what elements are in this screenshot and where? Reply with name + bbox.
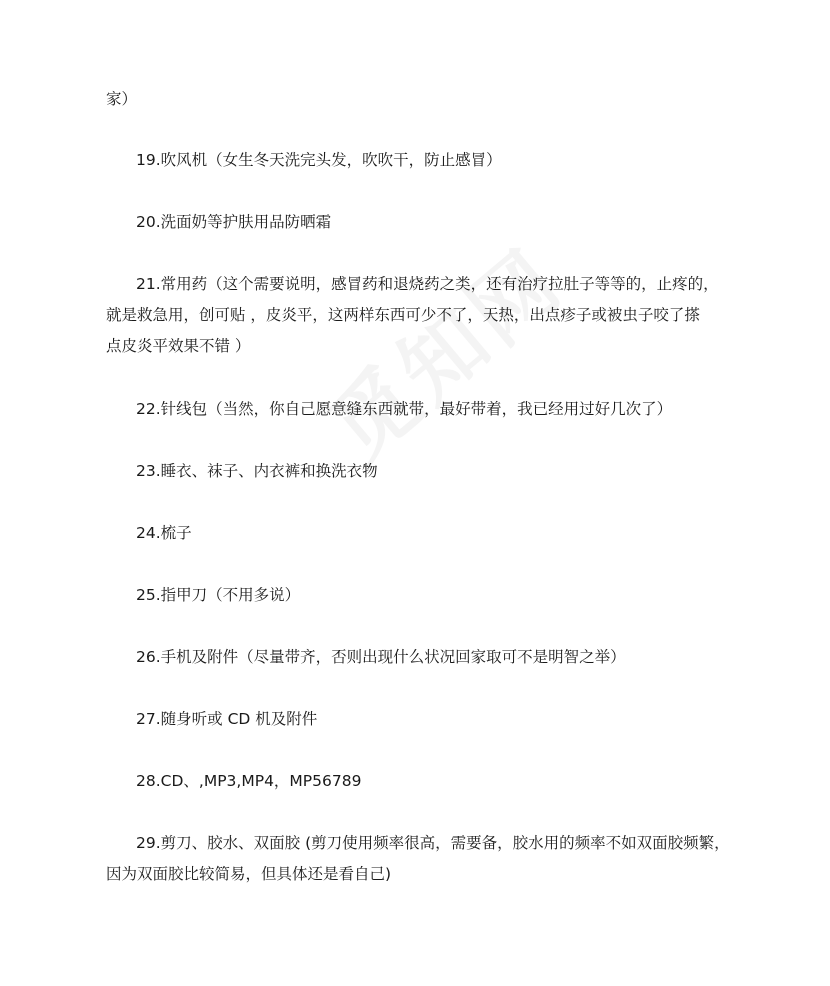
list-item-26: 26.手机及附件（尽量带齐，否则出现什么状况回家取可不是明智之举） [136, 648, 626, 666]
list-item-21-line-1: 21.常用药（这个需要说明，感冒药和退烧药之类，还有治疗拉肚子等等的，止疼的， [136, 275, 719, 293]
list-item-25: 25.指甲刀（不用多说） [136, 586, 301, 604]
list-item-21-line-3: 点皮炎平效果不错 ） [106, 337, 251, 355]
list-item-29-line-1: 29.剪刀、胶水、双面胶 (剪刀使用频率很高，需要备，胶水用的频率不如双面胶频繁， [136, 834, 730, 852]
list-item-27: 27.随身听或 CD 机及附件 [136, 710, 318, 728]
list-item-29-line-2: 因为双面胶比较简易，但具体还是看自己) [106, 865, 392, 883]
continuation-line: 家） [106, 90, 138, 108]
list-item-21-line-2: 就是救急用，创可贴 ，皮炎平，这两样东西可少不了，天热，出点疹子或被虫子咬了搽 [106, 306, 700, 324]
list-item-28: 28.CD、,MP3,MP4，MP56789 [136, 772, 362, 790]
list-item-22: 22.针线包（当然，你自己愿意缝东西就带，最好带着，我已经用过好几次了） [136, 400, 673, 418]
list-item-20: 20.洗面奶等护肤用品防晒霜 [136, 213, 332, 231]
list-item-24: 24.梳子 [136, 524, 192, 542]
list-item-23: 23.睡衣、袜子、内衣裤和换洗衣物 [136, 462, 378, 480]
list-item-19: 19.吹风机（女生冬天洗完头发，吹吹干，防止感冒） [136, 151, 502, 169]
